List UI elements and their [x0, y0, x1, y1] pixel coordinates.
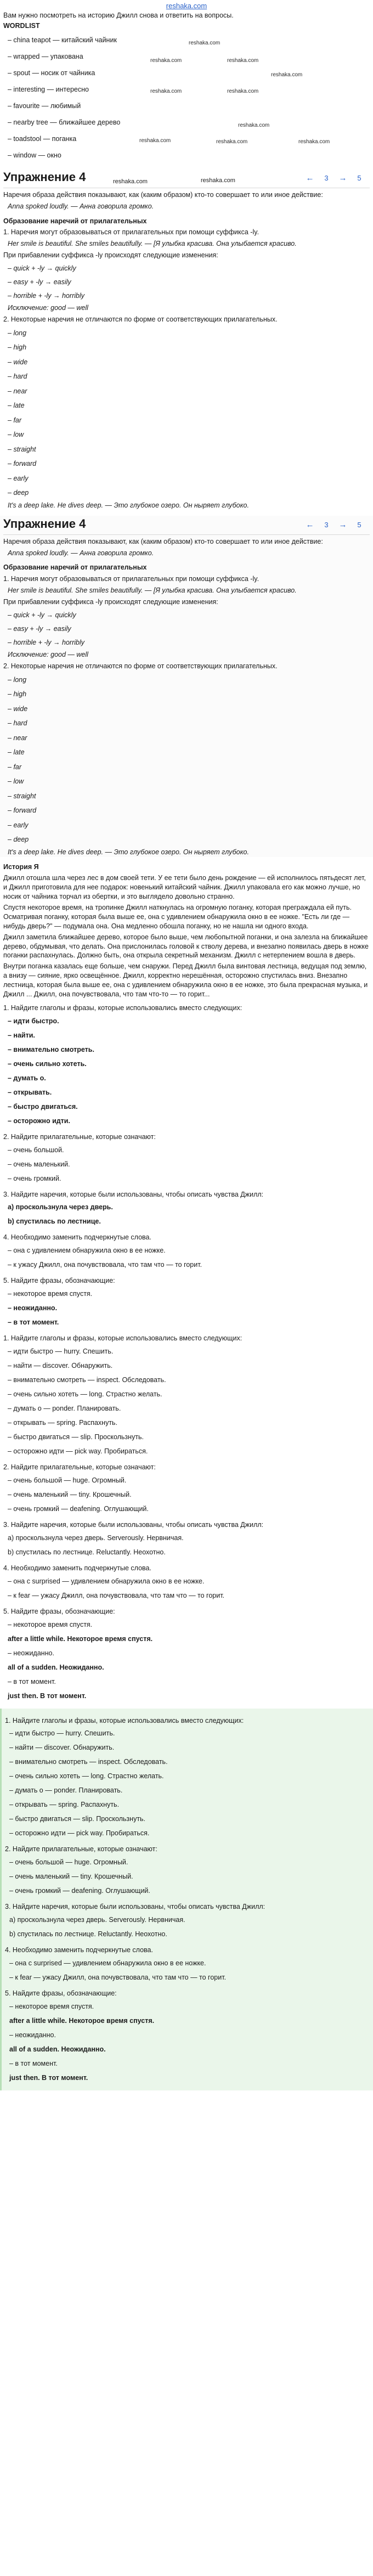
story-paragraph: Внутри поганка казалась еще больше, чем снаружи. Перед Джилл была винтовая лестница, ведущая под землю, а внизу — сияние, ярко освещённое. Джилл, корректно нерешённая, осторожно спустилась вниз. Внезапно лестница, которая была выше ее, она с удивлением обнаружила окно в ее ножке, это была прекрасная музыка, и Джилл ... Джилл, она почувствовала, что там что-то — то горит...: [3, 962, 368, 998]
exception-note: Исключение: good — well: [8, 304, 88, 312]
answer-item: all of a sudden. Неожиданно.: [8, 1663, 104, 1671]
answer-item: – в тот момент.: [9, 2059, 58, 2067]
adjective-item: – straight: [8, 792, 36, 800]
prev-page-number[interactable]: 3: [324, 520, 329, 529]
paragraph: 1. Наречия могут образовываться от прилагательных при помощи суффикса -ly.: [3, 228, 259, 236]
question: 5. Найдите фразы, обозначающие:: [3, 1277, 115, 1285]
adjective-item: – forward: [8, 807, 37, 815]
exercise-nav: [304, 170, 365, 187]
answer-item: – открывать.: [8, 1088, 52, 1096]
adjective-list: [0, 326, 373, 500]
answer-item: – некоторое время спустя.: [8, 1620, 93, 1628]
subheading: Образование наречий от прилагательных: [3, 217, 147, 225]
change-item: – quick + -ly → quickly: [8, 611, 76, 619]
question: 2. Найдите прилагательные, которые означают:: [3, 1463, 156, 1471]
answer-item: – к fear — ужасу Джилл, она почувствовала, что там что — то горит.: [8, 1591, 225, 1599]
answer-item: – найти — discover. Обнаружить.: [9, 1744, 115, 1752]
next-arrow-icon[interactable]: →: [338, 173, 347, 183]
answer-item: a) проскользнула через дверь.: [8, 1203, 113, 1211]
next-page-number[interactable]: 5: [357, 520, 361, 529]
question: 1. Найдите глаголы и фразы, которые использовались вместо следующих:: [3, 1334, 242, 1343]
wordlist: [0, 32, 373, 164]
watermark: reshaka.com: [113, 178, 148, 185]
answer-item: – думать о — ponder. Планировать.: [8, 1405, 121, 1412]
answer-item: – найти — discover. Обнаружить.: [8, 1362, 113, 1369]
story-paragraph: Спустя некоторое время, на тропинке Джилл наткнулась на огромную поганку, которая преграждала ей путь. Осматривая поганку, которая была выше ее, она с удивлением обнаружила окно в ее ножке. "Есть ли где — нибудь дверь?" — подумала она. Она медленно обошла поганку, но не нашла ни одного входа.: [3, 904, 352, 930]
answer-item: – думать о.: [8, 1074, 46, 1082]
question: 5. Найдите фразы, обозначающие:: [5, 1989, 117, 1997]
changes-list: [0, 609, 373, 649]
watermark: reshaka.com: [150, 57, 182, 64]
answer-item: b) спустилась по лестнице. Reluctantly. Неохотно.: [8, 1548, 166, 1556]
example: Anna spoked loudly. — Анна говорила громко.: [8, 549, 154, 557]
paragraph: 2. Некоторые наречия не отличаются по форме от соответствующих прилагательных.: [3, 662, 278, 670]
answer-item: – очень сильно хотеть — long. Страстно желать.: [9, 1772, 164, 1780]
paragraph: 2. Некоторые наречия не отличаются по форме от соответствующих прилагательных.: [3, 315, 278, 323]
watermark: reshaka.com: [298, 138, 330, 145]
answer-item: – осторожно идти — pick way. Пробираться.: [8, 1447, 148, 1455]
answer-item: – быстро двигаться.: [8, 1102, 78, 1111]
exercise-title: Упражнение 4 reshaka.com reshaka.com ← 3 → 5: [3, 169, 370, 185]
answer-item: a) проскользнула через дверь. Serverously. Нервничая.: [8, 1534, 184, 1542]
answer-item: – в тот момент.: [8, 1318, 59, 1327]
wordlist-item: – toadstool — поганка reshaka.com reshaka.com reshaka.com: [8, 131, 370, 147]
exercise-block-repeat: [0, 516, 373, 857]
adjective-item: – near: [8, 734, 27, 742]
answer-item: just then. В тот момент.: [8, 1692, 87, 1700]
prev-arrow-icon[interactable]: ←: [306, 520, 314, 529]
watermark: reshaka.com: [189, 40, 221, 46]
answer-item: – очень большой — huge. Огромный.: [8, 1476, 127, 1484]
adjective-item: – low: [8, 777, 24, 786]
answer-item: – очень маленький.: [8, 1160, 70, 1168]
questions: [0, 1004, 373, 1329]
watermark: reshaka.com: [238, 122, 270, 128]
adjective-item: – high: [8, 343, 27, 352]
paragraph: Наречия образа действия показывают, как (каким образом) кто-то совершает то или иное действие:: [3, 537, 323, 545]
adjective-item: – straight: [8, 445, 36, 453]
exercise-nav: [304, 517, 365, 533]
wordlist-item: – window — окно: [8, 151, 61, 159]
watermark: reshaka.com: [216, 138, 248, 145]
wordlist-item: – wrapped — упакована reshaka.com reshaka.com: [8, 48, 370, 65]
answer-item: – идти быстро — hurry. Спешить.: [9, 1729, 115, 1738]
watermark: reshaka.com: [227, 57, 259, 64]
answer-item: – неожиданно.: [9, 2031, 56, 2039]
answer-item: – очень сильно хотеть.: [8, 1059, 87, 1068]
answer-item: – открывать — spring. Распахнуть.: [8, 1419, 118, 1427]
answer-item: – внимательно смотреть — inspect. Обследовать.: [9, 1758, 168, 1766]
answer-item: b) спустилась по лестнице. Reluctantly. Неохотно.: [9, 1930, 167, 1938]
wordlist-item: – spout — носик от чайника reshaka.com: [8, 65, 370, 81]
adjective-item: – long: [8, 329, 27, 337]
example: Her smile is beautiful. She smiles beautifully. — [Я улыбка красива. Она улыбается красиво.: [8, 587, 297, 595]
adjective-item: – early: [8, 474, 29, 482]
answer-item: – очень большой — huge. Огромный.: [9, 1858, 128, 1867]
wordlist-item: – china teapot — китайский чайник reshaka.com: [8, 32, 370, 48]
answer-item: – она с surprised — удивлением обнаружила окно в ее ножке.: [8, 1577, 205, 1585]
wordlist-item: – interesting — интересно reshaka.com reshaka.com: [8, 81, 370, 98]
answer-item: after a little while. Некоторое время спустя.: [9, 2016, 155, 2025]
answer-item: – внимательно смотреть — inspect. Обследовать.: [8, 1376, 166, 1384]
story-title: История Я: [3, 863, 39, 871]
answer-item: – быстро двигаться — slip. Проскользнуть.: [8, 1433, 144, 1441]
change-item: – easy + -ly → easily: [8, 278, 71, 286]
answer-item: a) проскользнула через дверь. Serverously. Нервничая.: [9, 1916, 185, 1924]
exercise-title: Упражнение 4 ← 3 → 5: [3, 516, 370, 532]
adjective-item: – late: [8, 748, 25, 757]
adjective-item: – late: [8, 402, 25, 410]
answer-item: – очень громкий.: [8, 1174, 61, 1182]
answer-item: all of a sudden. Неожиданно.: [9, 2045, 106, 2053]
answer-item: – к ужасу Джилл, она почувствовала, что там что — то горит.: [8, 1261, 202, 1269]
question: 3. Найдите наречия, которые были использованы, чтобы описать чувства Джилл:: [3, 1520, 264, 1529]
question: 2. Найдите прилагательные, которые означают:: [5, 1845, 157, 1853]
answer-item: – внимательно смотреть.: [8, 1045, 94, 1053]
answer-item: – очень громкий — deafening. Оглушающий.: [9, 1887, 150, 1895]
adjective-item: – deep: [8, 836, 29, 844]
answer-item: – осторожно идти.: [8, 1117, 70, 1125]
answer-item: – она с surprised — удивлением обнаружила окно в ее ножке.: [9, 1959, 206, 1967]
story: [3, 863, 370, 999]
adjective-item: – forward: [8, 460, 37, 468]
question: 3. Найдите наречия, которые были использованы, чтобы описать чувства Джилл:: [3, 1190, 264, 1198]
watermark: reshaka.com: [271, 71, 303, 78]
answer-item: – найти.: [8, 1031, 35, 1039]
answer-item: – быстро двигаться — slip. Проскользнуть.: [9, 1815, 146, 1823]
example: It's a deep lake. He dives deep. — Это глубокое озеро. Он ныряет глубоко.: [8, 501, 249, 509]
answer-item: – очень громкий — deafening. Оглушающий.: [8, 1504, 149, 1513]
answer-item: – открывать — spring. Распахнуть.: [9, 1801, 120, 1809]
answer-item: – идти быстро.: [8, 1017, 59, 1025]
adjective-item: – low: [8, 431, 24, 439]
example: Anna spoked loudly. — Анна говорила громко.: [8, 202, 154, 210]
answer-item: – очень маленький — tiny. Крошечный.: [8, 1490, 132, 1498]
adjective-item: – hard: [8, 719, 27, 728]
paragraph: 1. Наречия могут образовываться от прилагательных при помощи суффикса -ly.: [3, 575, 259, 583]
question: 4. Необходимо заменить подчеркнутые слова.: [3, 1233, 151, 1242]
adjective-item: – high: [8, 690, 27, 698]
paragraph: При прибавлении суффикса -ly происходят следующие изменения:: [3, 598, 218, 606]
watermark: reshaka.com: [227, 88, 259, 94]
example: Her smile is beautiful. She smiles beautifully. — [Я улыбка красива. Она улыбается красиво.: [8, 240, 297, 248]
answer-item: – думать о — ponder. Планировать.: [9, 1786, 123, 1795]
adjective-item: – far: [8, 763, 22, 771]
intro-text: Вам нужно посмотреть на историю Джилл снова и ответить на вопросы.: [3, 12, 234, 19]
change-item: – easy + -ly → easily: [8, 624, 71, 633]
answer-item: – к fear — ужасу Джилл, она почувствовала, что там что — то горит.: [9, 1974, 227, 1981]
answers-highlighted: [0, 1709, 373, 2090]
answer-item: – осторожно идти — pick way. Пробираться.: [9, 1829, 150, 1837]
adjective-item: – long: [8, 675, 27, 684]
site-link[interactable]: reshaka.com: [166, 2, 207, 10]
prev-arrow-icon[interactable]: ←: [306, 173, 314, 183]
adjective-list: [0, 673, 373, 847]
adjective-item: – deep: [8, 489, 29, 497]
answer-item: – очень сильно хотеть — long. Страстно желать.: [8, 1390, 162, 1398]
next-page-number[interactable]: 5: [357, 173, 361, 182]
story-paragraph: Джилл отошла шла через лес в дом своей тети. У ее тети было день рождение — ей исполнилось пятьдесят лет, и Джилл приготовила для нее подарок: новенький китайский чайник. Джилл упаковала его как можно лучше, но носик от чайника торчал из обертки, и это выглядело довольно странно.: [3, 874, 366, 901]
watermark: reshaka.com: [201, 177, 235, 184]
watermark: reshaka.com: [150, 88, 182, 94]
adjective-item: – wide: [8, 358, 28, 366]
wordlist-item: – nearby tree — ближайшее дерево reshaka.com: [8, 114, 370, 131]
answer-item: after a little while. Некоторое время спустя.: [8, 1634, 153, 1643]
exception-note: Исключение: good — well: [8, 650, 88, 658]
question: 5. Найдите фразы, обозначающие:: [3, 1607, 115, 1615]
prev-page-number[interactable]: 3: [324, 173, 329, 182]
answer-item: – она с удивлением обнаружила окно в ее ножке.: [8, 1247, 166, 1255]
adjective-item: – hard: [8, 373, 27, 381]
question: 3. Найдите наречия, которые были использованы, чтобы описать чувства Джилл:: [5, 1903, 265, 1911]
answer-item: – некоторое время спустя.: [8, 1290, 93, 1298]
answers: [0, 1334, 373, 1703]
wordlist-title: WORDLIST: [3, 21, 40, 30]
divider: [3, 534, 370, 535]
answer-item: – неожиданно.: [8, 1304, 58, 1312]
change-item: – quick + -ly → quickly: [8, 264, 76, 272]
adjective-item: – near: [8, 387, 27, 395]
change-item: – horrible + -ly → horribly: [8, 638, 84, 646]
paragraph: Наречия образа действия показывают, как (каким образом) кто-то совершает то или иное действие:: [3, 190, 323, 199]
answer-item: – идти быстро — hurry. Спешить.: [8, 1348, 114, 1355]
answer-item: b) спустилась по лестнице.: [8, 1217, 101, 1226]
answer-item: just then. В тот момент.: [9, 2073, 88, 2082]
question: 4. Необходимо заменить подчеркнутые слова.: [3, 1564, 151, 1572]
answer-item: – очень большой.: [8, 1146, 64, 1154]
paragraph: При прибавлении суффикса -ly происходят следующие изменения:: [3, 251, 218, 260]
story-paragraph: Джилл заметила ближайшее дерево, которое было выше, чем любопытной поганки, и она залезла на ближайшее дерево, обдумывая, что делать. Она прислонилась головой к стволу дерева, и внезапно появилась дверь в ножке поганки распахнулась. Должно быть, она открыла секретный механизм. Джилл с нетерпением вошла в дверь.: [3, 933, 369, 960]
adjective-item: – wide: [8, 704, 28, 713]
adjective-item: – early: [8, 821, 29, 829]
answer-item: – в тот момент.: [8, 1677, 56, 1686]
answer-item: – очень маленький — tiny. Крошечный.: [9, 1873, 133, 1881]
question: 1. Найдите глаголы и фразы, которые использовались вместо следующих:: [5, 1716, 244, 1724]
example: It's a deep lake. He dives deep. — Это глубокое озеро. Он ныряет глубоко.: [8, 848, 249, 856]
subheading: Образование наречий от прилагательных: [3, 563, 147, 572]
question: 1. Найдите глаголы и фразы, которые использовались вместо следующих:: [3, 1004, 242, 1012]
watermark: reshaka.com: [139, 137, 171, 144]
changes-list: [0, 262, 373, 302]
answer-item: – неожиданно.: [8, 1649, 54, 1657]
next-arrow-icon[interactable]: →: [338, 520, 347, 529]
question: 4. Необходимо заменить подчеркнутые слова.: [5, 1946, 153, 1954]
change-item: – horrible + -ly → horribly: [8, 292, 84, 300]
adjective-item: – far: [8, 416, 22, 424]
answer-item: – некоторое время спустя.: [9, 2002, 94, 2010]
question: 2. Найдите прилагательные, которые означают:: [3, 1132, 156, 1141]
wordlist-item: – favourite — любимый: [8, 102, 81, 110]
